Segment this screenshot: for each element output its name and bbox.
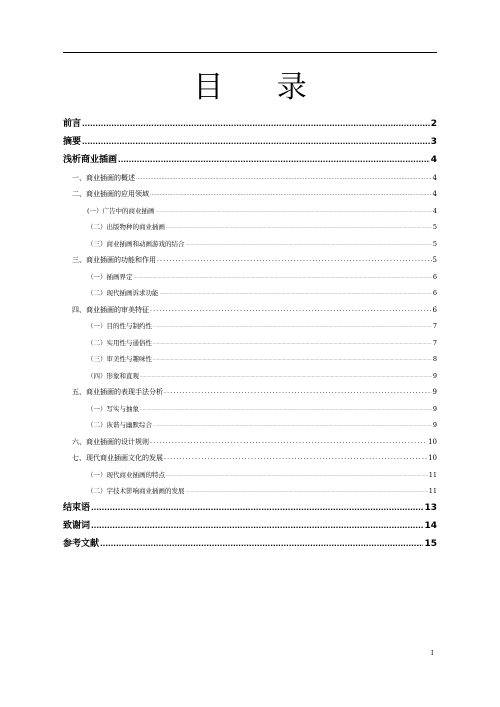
toc-entry[interactable] [63, 448, 437, 465]
toc-entry-page: 5 [432, 223, 437, 231]
toc-entry[interactable] [63, 497, 437, 515]
toc-leader-dots [140, 403, 432, 415]
toc-entry-label: (一）广告中的商业插画 [87, 206, 155, 215]
toc-leader-dots [153, 419, 432, 431]
toc-leader-dots [164, 452, 427, 464]
toc-leader-dots [150, 188, 432, 200]
toc-entry-page: 9 [432, 421, 437, 429]
header-rule [63, 52, 437, 53]
toc-leader-dots [153, 337, 432, 349]
toc-entry-page: 5 [432, 239, 437, 248]
toc-entry-label: （二）现代插画诉求功能 [87, 289, 159, 297]
toc-entry-label: （三）商业插画和动画游戏的结合 [87, 239, 185, 248]
toc-leader-dots [82, 135, 430, 149]
toc-entry-page: 3 [430, 137, 437, 147]
toc-entry-label: （三）审美性与趣味性 [87, 355, 152, 363]
toc-leader-dots [186, 238, 432, 250]
toc-entry-label: （一）插画界定 [87, 272, 133, 281]
toc-entry-page: 4 [430, 155, 437, 165]
toc-leader-dots [157, 254, 432, 266]
toc-leader-dots [118, 153, 430, 167]
toc-leader-dots [100, 537, 423, 551]
toc-leader-dots [134, 271, 432, 283]
toc-leader-dots [150, 304, 432, 316]
toc-entry[interactable] [63, 431, 437, 448]
toc-title: 目 录 [193, 70, 329, 105]
toc-entry[interactable] [63, 113, 437, 131]
toc-leader-dots [82, 117, 430, 131]
toc-leader-dots [186, 485, 428, 497]
toc-entry-label: 浅析商业插画 [63, 155, 118, 165]
toc-entry-page: 5 [432, 256, 437, 264]
toc-entry-page: 7 [432, 338, 437, 347]
toc-entry[interactable] [63, 283, 437, 300]
toc-entry[interactable] [63, 332, 437, 349]
toc-entry-label: （一）目的性与制约性 [87, 322, 152, 330]
toc-entry-label: （二）诙谐与幽默综合 [87, 421, 152, 429]
toc-entry[interactable] [63, 464, 437, 481]
toc-entry[interactable] [63, 365, 437, 382]
toc-leader-dots [91, 501, 423, 515]
toc-leader-dots [160, 287, 432, 299]
toc-entry-page: 9 [432, 371, 437, 380]
toc-entry[interactable] [63, 167, 437, 184]
toc-entry-label: （二）实用性与通俗性 [87, 338, 152, 347]
toc-entry-page: 10 [428, 454, 437, 462]
toc-entry-page: 11 [428, 470, 437, 479]
toc-entry-label: （二）出版物种的商业插画 [87, 223, 165, 231]
toc-entry[interactable] [63, 131, 437, 149]
toc-entry-label: （四）形象和直观 [87, 371, 139, 380]
toc-entry[interactable] [63, 233, 437, 250]
toc-entry[interactable] [63, 184, 437, 201]
toc-leader-dots [166, 469, 428, 481]
toc-entry-label: 致谢词 [63, 521, 91, 531]
toc-leader-dots [136, 172, 432, 184]
toc-entry[interactable] [63, 217, 437, 234]
toc-entry[interactable] [63, 299, 437, 316]
toc-entry[interactable] [63, 415, 437, 432]
toc-entry-label: 参考文献 [63, 539, 100, 549]
toc-entry[interactable] [63, 200, 437, 217]
toc-entry-label: 五、商业插画的表现手法分析 [72, 388, 163, 396]
toc-entry[interactable] [63, 515, 437, 533]
toc-entry-page: 14 [424, 521, 437, 531]
toc-entry-label: 四、商业插画的审美特征 [72, 305, 149, 314]
toc-entry-label: 七、现代商业插画文化的发展 [72, 454, 163, 462]
toc-entry[interactable] [63, 250, 437, 267]
toc-leader-dots [156, 205, 432, 217]
toc-entry[interactable] [63, 481, 437, 498]
toc-leader-dots [166, 221, 432, 233]
toc-entry-page: 4 [432, 173, 437, 182]
toc-entry-page: 13 [424, 503, 437, 513]
toc-entry-page: 4 [432, 206, 437, 215]
toc-entry[interactable] [63, 382, 437, 399]
toc-entry-page: 8 [432, 355, 437, 363]
toc-entry-label: 二、商业插画的应用领域 [72, 190, 149, 198]
page-number: I [431, 650, 434, 657]
toc-entry-page: 11 [428, 487, 437, 495]
toc-entry[interactable] [63, 398, 437, 415]
toc-leader-dots [153, 320, 432, 332]
toc-entry-label: 一、商业插画的概述 [72, 173, 135, 182]
toc-entry[interactable] [63, 149, 437, 167]
toc-entry-label: （二）字技术影响商业插画的发展 [87, 487, 185, 495]
toc-leader-dots [150, 436, 427, 448]
toc-entry-label: 结束语 [63, 503, 91, 513]
toc-entry-page: 10 [428, 437, 437, 446]
toc-entry-page: 9 [432, 404, 437, 413]
toc-entry-page: 4 [432, 190, 437, 198]
toc-entry-page: 6 [432, 305, 437, 314]
toc-entry[interactable] [63, 316, 437, 333]
toc-entry-page: 7 [432, 322, 437, 330]
toc-entry-label: （一）写实与抽象 [87, 404, 139, 413]
toc-entry-page: 2 [430, 119, 437, 129]
toc-entry-label: 前言 [63, 119, 82, 129]
toc-entry[interactable] [63, 266, 437, 283]
toc-entry-label: 六、商业插画的设计规则 [72, 437, 149, 446]
toc-leader-dots [91, 519, 423, 533]
toc-entry-label: （一）现代商业插画的特点 [87, 470, 165, 479]
toc-entry-page: 6 [432, 289, 437, 297]
toc-entry-page: 15 [424, 539, 437, 549]
toc-entry[interactable] [63, 349, 437, 366]
table-of-contents [63, 113, 437, 551]
toc-leader-dots [153, 353, 432, 365]
toc-leader-dots [164, 386, 432, 398]
toc-entry-page: 6 [432, 272, 437, 281]
toc-entry[interactable] [63, 533, 437, 551]
toc-entry-page: 9 [432, 388, 437, 396]
toc-entry-label: 三、商业插画的功能和作用 [72, 256, 156, 264]
toc-entry-label: 摘要 [63, 137, 82, 147]
toc-leader-dots [140, 370, 432, 382]
